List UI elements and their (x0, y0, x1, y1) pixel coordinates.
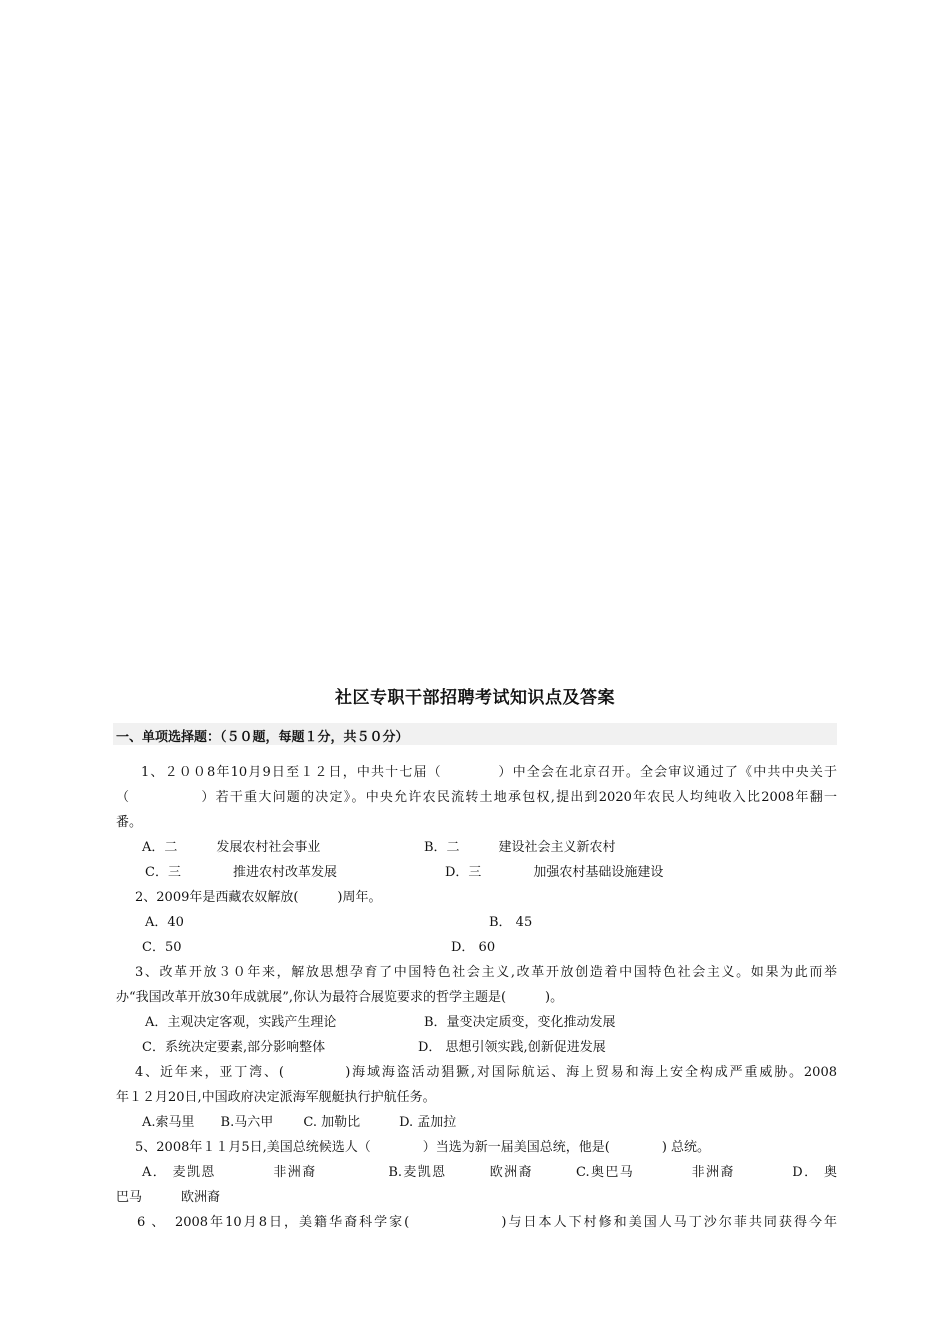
question-3-option-d: D． 思想引领实践,创新促进发展 (418, 1040, 606, 1055)
question-2-option-d: D． 60 (451, 940, 496, 955)
question-1-option-b: B．二 建设社会主义新农村 (424, 840, 616, 855)
question-3-option-b: B．量变决定质变，变化推动发展 (424, 1015, 616, 1030)
question-2-line-1: 2、2009年是西藏农奴解放( )周年。 (135, 890, 382, 905)
question-2-option-a: A．40 (145, 915, 184, 930)
question-4-options: A.索马里 B.马六甲 C. 加勒比 D. 孟加拉 (142, 1115, 457, 1130)
question-1-line-2: （ ）若干重大问题的决定》。中央允许农民流转土地承包权,提出到2020年农民人均纯收入比2008年翻一 (116, 790, 837, 805)
question-1-option-d: D．三 加强农村基础设施建设 (445, 865, 664, 880)
question-1-line-1: 1、２００8年10月9日至１２日，中共十七届（ ）中全会在北京召开。全会审议通过了《中共中央关于 (141, 765, 837, 780)
question-5-line-2: A． 麦凯恩 非洲裔 B.麦凯恩 欧洲裔 C.奥巴马 非洲裔 D． 奥 (142, 1165, 837, 1180)
question-3-line-1: 3、改革开放３０年来，解放思想孕育了中国特色社会主义,改革开放创造着中国特色社会主义。如果为此而举 (135, 965, 837, 980)
question-3-option-c: C．系统决定要素,部分影响整体 (142, 1040, 326, 1055)
question-4-line-2: 年１２月20日,中国政府决定派海军舰艇执行护航任务。 (116, 1090, 436, 1105)
question-3-line-2: 办“我国改革开放30年成就展”,你认为最符合展览要求的哲学主题是( )。 (116, 990, 564, 1005)
question-1-option-a: A．二 发展农村社会事业 (142, 840, 321, 855)
question-1-option-c: C．三 推进农村改革发展 (145, 865, 337, 880)
question-6-line-1: 6 、 2008年10月8日，美籍华裔科学家( )与日本人下村修和美国人马丁沙尔菲共同获得今年 (137, 1215, 837, 1230)
question-4-line-1: 4、近年来，亚丁湾、( )海域海盗活动猖獗,对国际航运、海上贸易和海上安全构成严重威胁。2008 (135, 1065, 837, 1080)
section-heading: 一、单项选择题：（５０题，每题１分，共５０分） (116, 730, 409, 745)
question-3-option-a: A．主观决定客观，实践产生理论 (145, 1015, 337, 1030)
question-2-option-b: B． 45 (489, 915, 533, 930)
question-2-option-c: C．50 (142, 940, 182, 955)
document-title: 社区专职干部招聘考试知识点及答案 (335, 688, 615, 708)
question-5-line-1: 5、2008年１１月5日,美国总统候选人（ ）当选为新一届美国总统，他是( ) 总统。 (135, 1140, 711, 1155)
question-5-line-3: 巴马 欧洲裔 (116, 1190, 221, 1205)
question-1-line-3: 番。 (116, 815, 143, 830)
